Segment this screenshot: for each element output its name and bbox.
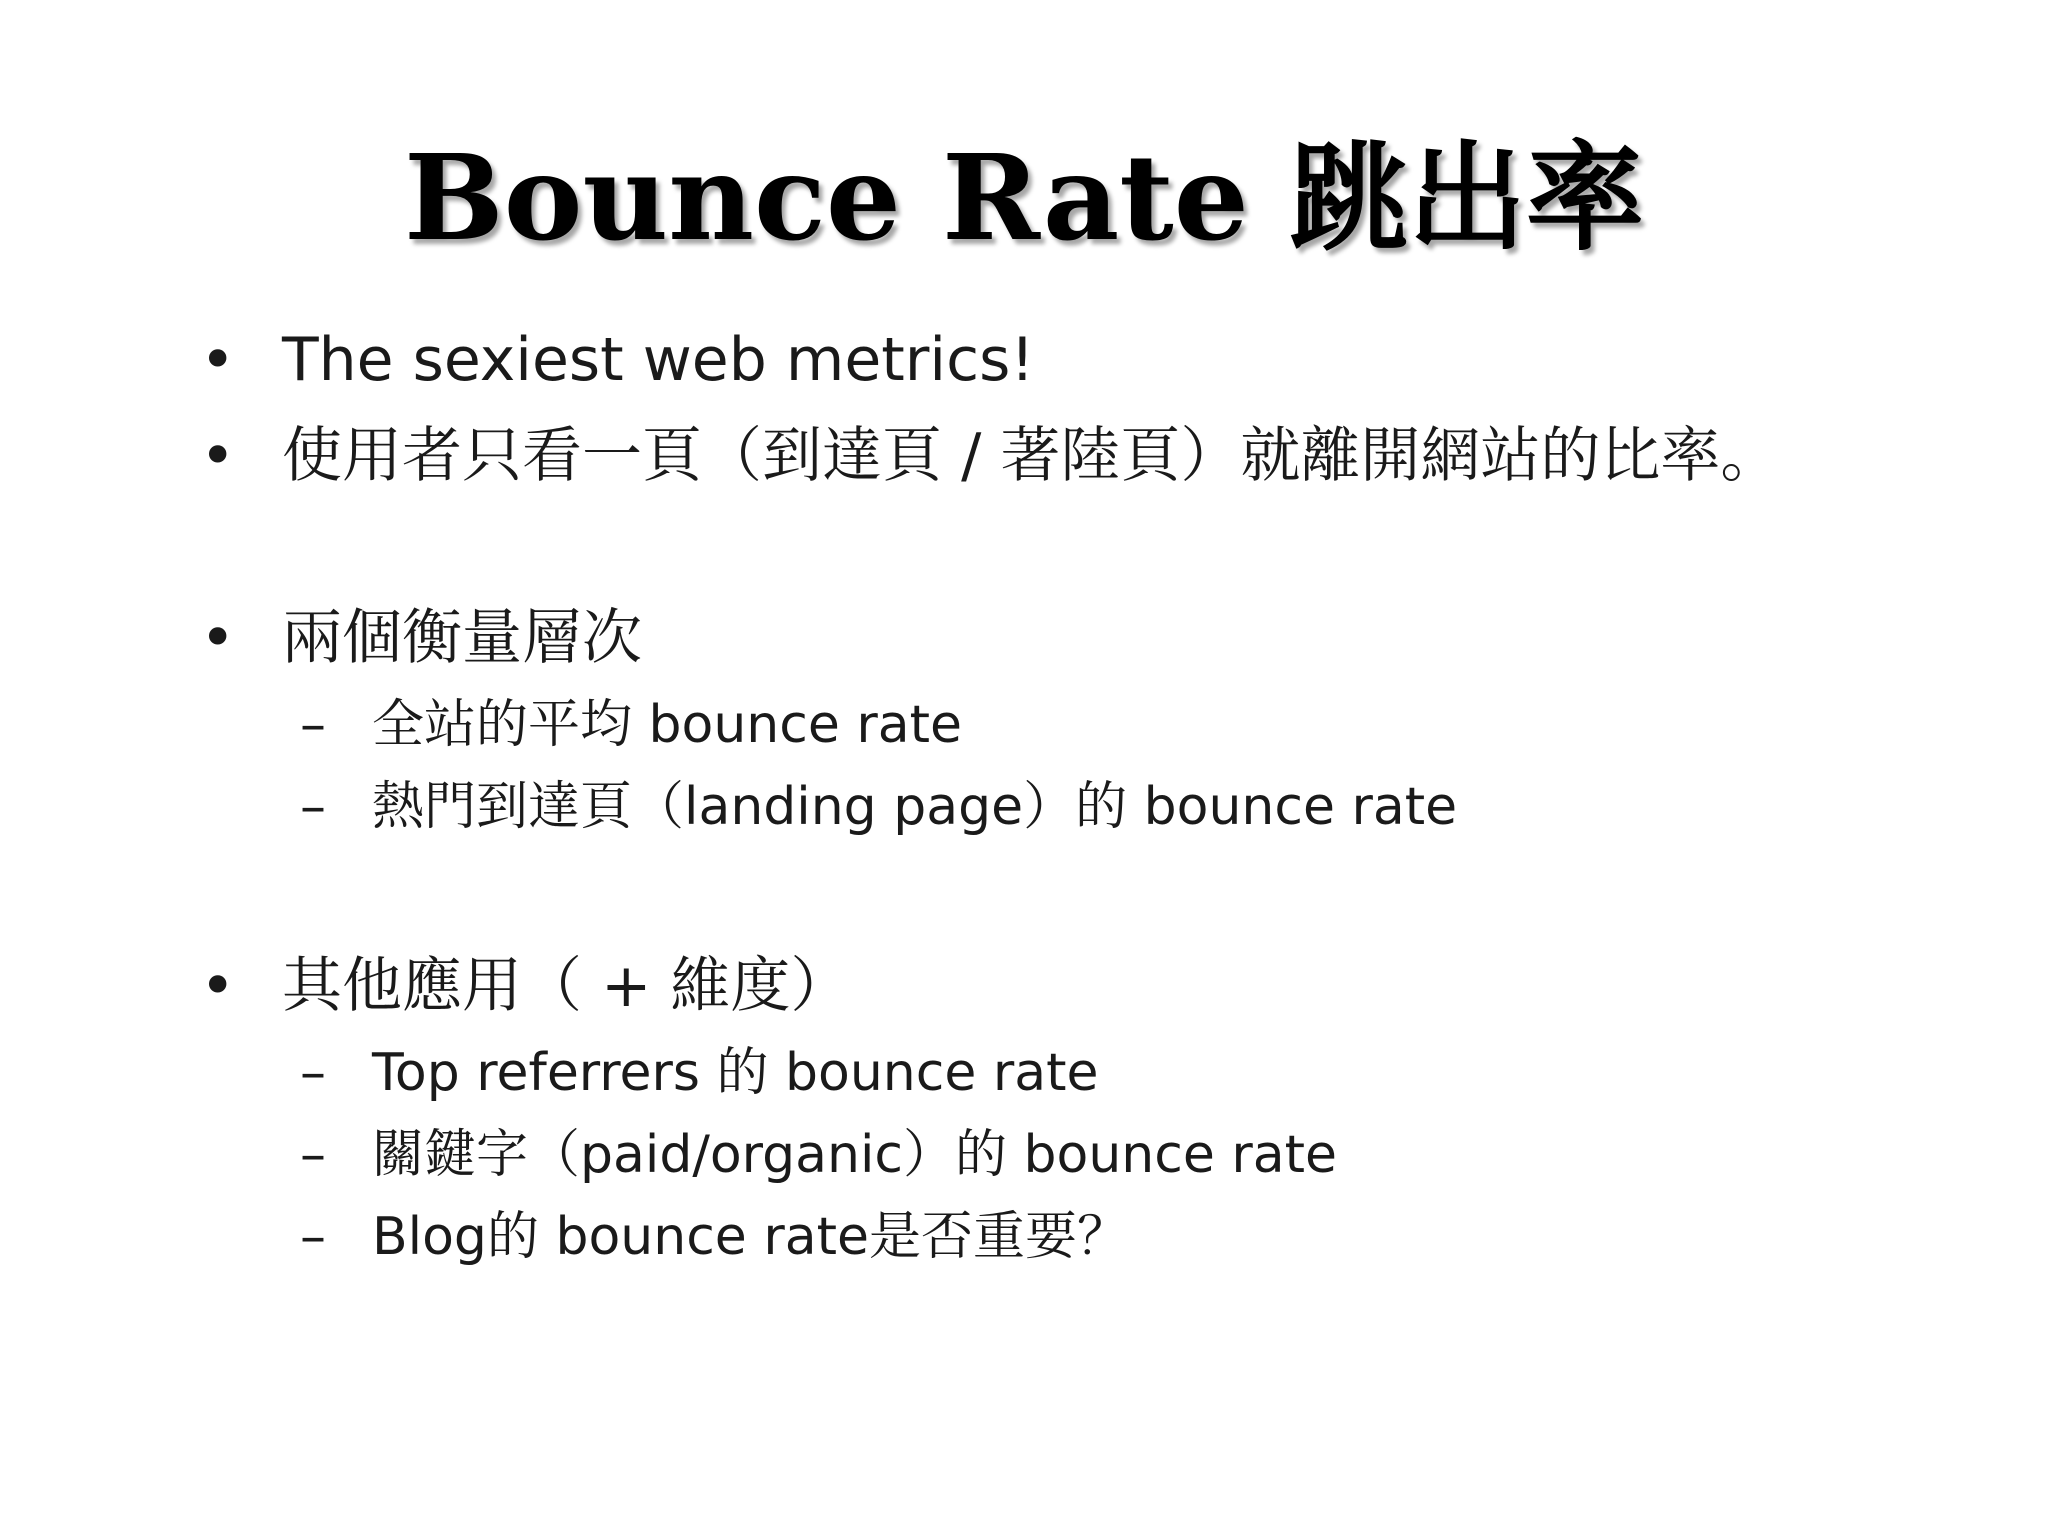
sub-item bbox=[300, 690, 1800, 760]
sub-item bbox=[300, 772, 1800, 842]
dash-marker: – bbox=[300, 1207, 326, 1267]
sub-item bbox=[300, 1120, 1800, 1190]
bullet-text: The sexiest web metrics! bbox=[282, 325, 1035, 395]
bullet-item bbox=[200, 946, 1800, 1026]
bullet-marker: • bbox=[200, 421, 236, 491]
sub-item-text: 全站的平均 bounce rate bbox=[372, 695, 963, 755]
bullet-marker: • bbox=[200, 951, 236, 1021]
dash-marker: – bbox=[300, 695, 326, 755]
bullet-marker: • bbox=[200, 603, 236, 673]
sub-item-text: 關鍵字（paid/organic）的 bounce rate bbox=[372, 1125, 1337, 1185]
bullet-marker: • bbox=[200, 325, 236, 395]
sub-item-text: Blog的 bounce rate是否重要？ bbox=[372, 1207, 1129, 1267]
dash-marker: – bbox=[300, 1043, 326, 1103]
bullet-item bbox=[200, 598, 1800, 678]
sub-item-text: Top referrers 的 bounce rate bbox=[372, 1043, 1099, 1103]
dash-marker: – bbox=[300, 777, 326, 837]
bullet-text: 兩個衡量層次 bbox=[282, 603, 642, 673]
bullet-item bbox=[200, 320, 1800, 400]
sub-item bbox=[300, 1038, 1800, 1108]
bullet-text: 使用者只看一頁（到達頁 / 著陸頁）就離開網站的比率。 bbox=[282, 421, 1781, 491]
dash-marker: – bbox=[300, 1125, 326, 1185]
bullet-item bbox=[200, 416, 2000, 496]
bullet-text: 其他應用（ + 維度） bbox=[282, 951, 851, 1021]
sub-item bbox=[300, 1202, 1800, 1272]
sub-item-text: 熱門到達頁（landing page）的 bounce rate bbox=[372, 777, 1458, 837]
slide-title: Bounce Rate 跳出率 bbox=[404, 128, 1644, 267]
